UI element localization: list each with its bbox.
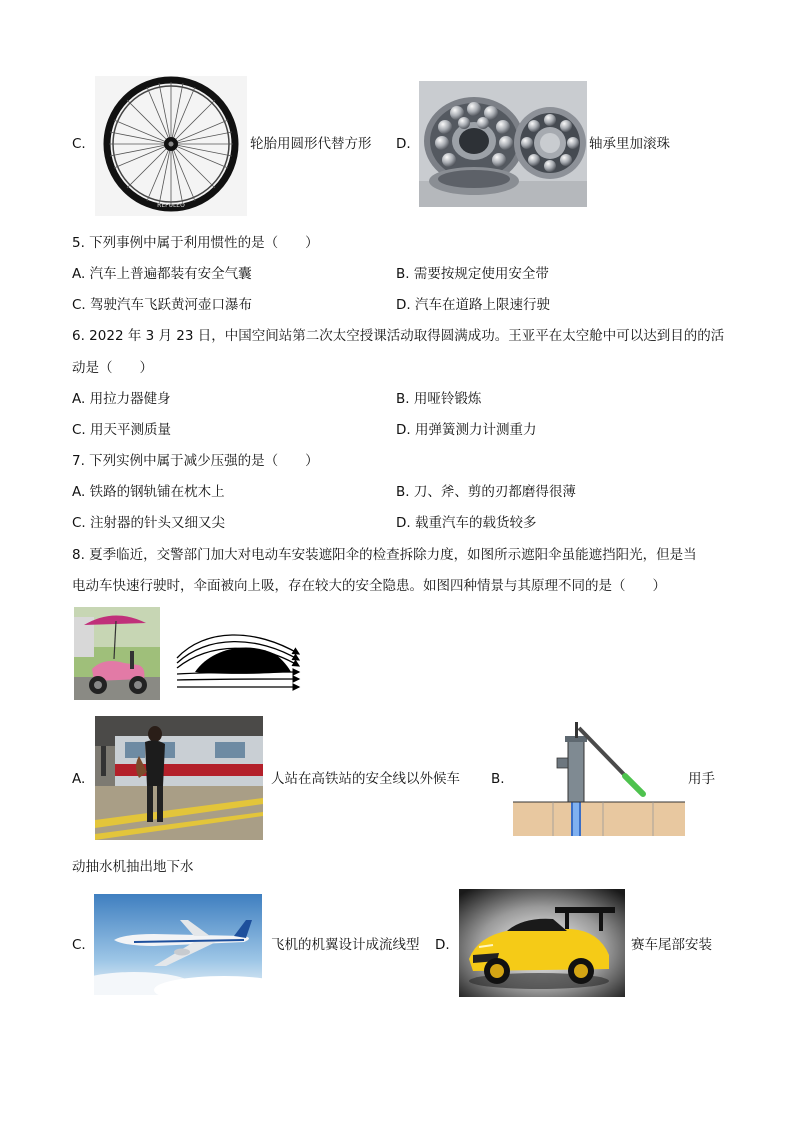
q7-option-a: A. 铁路的钢轨铺在枕木上: [72, 484, 225, 500]
railway-platform-image: [95, 716, 263, 840]
q6-stem-line2: 动是（ ）: [72, 360, 153, 376]
q8-option-a-letter: A.: [72, 771, 86, 787]
q4-option-d-caption: 轴承里加滚珠: [589, 136, 670, 152]
q5-option-a: A. 汽车上普遍都装有安全气囊: [72, 266, 252, 282]
q6-option-c: C. 用天平测质量: [72, 422, 172, 438]
q5-stem: 5. 下列事例中属于利用惯性的是（ ）: [72, 235, 319, 251]
q8-option-c-letter: C.: [72, 937, 86, 953]
q6-stem-line1: 6. 2022 年 3 月 23 日，中国空间站第二次太空授课活动取得圆满成功。王亚平在太空舱中可以达到目的的活: [72, 328, 725, 344]
q8-option-b-letter: B.: [491, 771, 505, 787]
q6-option-d: D. 用弹簧测力计测重力: [396, 422, 537, 438]
q6-option-b: B. 用哑铃锻炼: [396, 391, 482, 407]
airfoil-streamline-diagram: [175, 632, 305, 694]
q8-option-b-caption-part2: 动抽水机抽出地下水: [72, 859, 194, 875]
q8-option-a-caption: 人站在高铁站的安全线以外候车: [271, 771, 460, 787]
q8-option-c-caption: 飞机的机翼设计成流线型: [271, 937, 420, 953]
bicycle-wheel-image: [95, 76, 247, 216]
hand-water-pump-image: [513, 718, 685, 836]
q5-option-d: D. 汽车在道路上限速行驶: [396, 297, 550, 313]
q7-stem: 7. 下列实例中属于减少压强的是（ ）: [72, 453, 319, 469]
q7-option-d: D. 载重汽车的载货较多: [396, 515, 537, 531]
q8-option-d-caption: 赛车尾部安装: [631, 937, 712, 953]
q7-option-c: C. 注射器的针头又细又尖: [72, 515, 226, 531]
svg-text:REFULEO: REFULEO: [157, 202, 185, 209]
q4-option-d-letter: D.: [396, 136, 411, 152]
q8-stem-line1: 8. 夏季临近，交警部门加大对电动车安装遮阳伞的检查拆除力度，如图所示遮阳伞虽能遮挡阳光，但是当: [72, 547, 697, 563]
airplane-image: [94, 894, 262, 995]
q8-option-b-caption-part1: 用手: [688, 771, 715, 787]
scooter-umbrella-image: [74, 607, 160, 700]
q8-option-d-letter: D.: [435, 937, 450, 953]
race-car-image: [459, 889, 625, 997]
q8-stem-line2: 电动车快速行驶时，伞面被向上吸，存在较大的安全隐患。如图四种情景与其原理不同的是（ ）: [72, 578, 666, 594]
q6-option-a: A. 用拉力器健身: [72, 391, 171, 407]
q4-option-c-caption: 轮胎用圆形代替方形: [250, 136, 372, 152]
q5-option-b: B. 需要按规定使用安全带: [396, 266, 549, 282]
q7-option-b: B. 刀、斧、剪的刃都磨得很薄: [396, 484, 576, 500]
q5-option-c: C. 驾驶汽车飞跃黄河壶口瀑布: [72, 297, 253, 313]
q4-option-c-letter: C.: [72, 136, 86, 152]
ball-bearing-image: [419, 81, 587, 207]
